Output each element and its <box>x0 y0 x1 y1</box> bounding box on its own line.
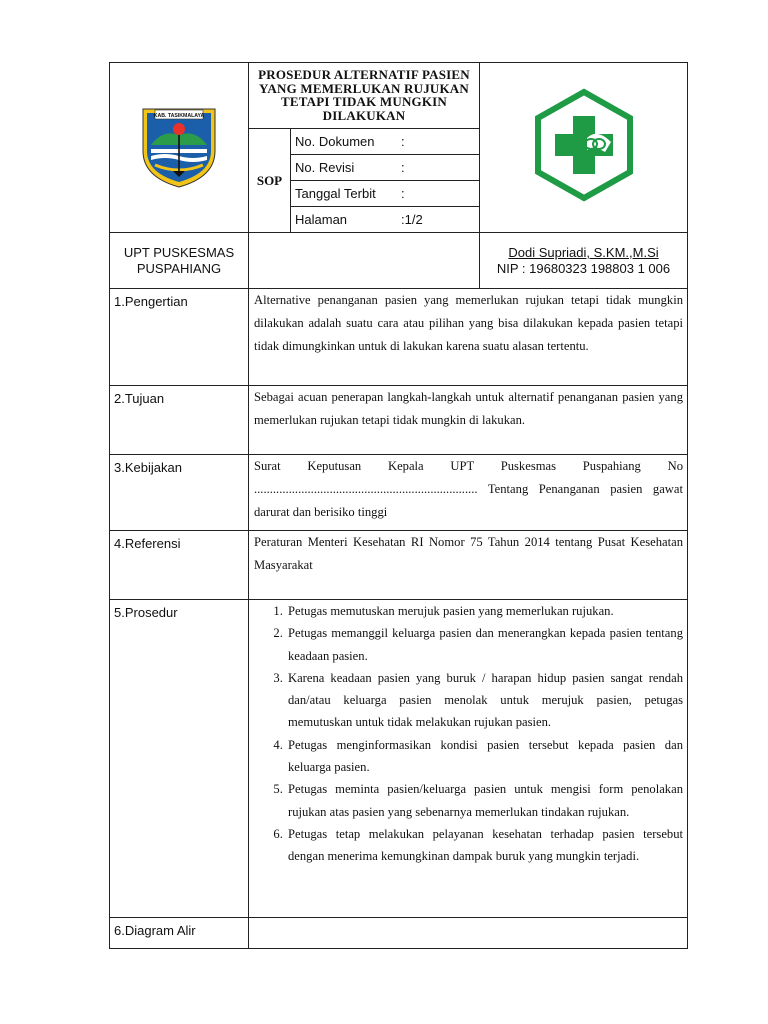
sop-label: SOP <box>249 129 291 233</box>
kab-tasikmalaya-crest-logo <box>133 99 225 191</box>
meta-sep: : <box>401 186 405 201</box>
sop-document <box>109 62 687 946</box>
procedure-step: 2. Petugas memanggil keluarga pasien dan menerangkan kepada pasien tentang keadaan pasien. <box>286 622 683 667</box>
section-text-diagram-alir <box>249 918 688 949</box>
section-label-kebijakan: 3.Kebijakan <box>110 455 249 531</box>
section-label-prosedur: 5.Prosedur <box>110 600 249 918</box>
meta-no-revisi <box>291 155 480 181</box>
sop-table <box>109 62 688 949</box>
section-label-tujuan: 2.Tujuan <box>110 386 249 455</box>
meta-tanggal-terbit <box>291 181 480 207</box>
meta-sep: : <box>401 134 405 149</box>
section-text-referensi <box>249 531 688 600</box>
section-text-tujuan <box>249 386 688 455</box>
section-steps-prosedur <box>249 600 688 918</box>
section-text-pengertian <box>249 289 688 386</box>
section-text-kebijakan <box>249 455 688 531</box>
organization-name <box>110 233 249 289</box>
right-logo-cell <box>480 63 688 233</box>
meta-label: Halaman <box>295 212 348 227</box>
procedure-step: 4. Petugas menginformasikan kondisi pasien tersebut kepada pasien dan keluarga pasien. <box>286 734 683 779</box>
meta-label: Tanggal Terbit <box>295 186 376 201</box>
crest-label: KAB. TASIKMALAYA <box>153 113 205 119</box>
meta-label: No. Dokumen <box>295 134 375 149</box>
document-title: PROSEDUR ALTERNATIF PASIEN YANG MEMERLUKAN RUJUKAN TETAPI TIDAK MUNGKIN DILAKUKAN <box>249 63 480 129</box>
section-paragraph: Alternative penanganan pasien yang memerlukan rujukan tetapi tidak mungkin dilakukan adalah suatu cara atau pilihan yang bisa dilakukan kepada pasien tetapi tidak dimungkinkan untuk di lakukan karena suatu alasan tertentu. <box>254 293 683 353</box>
meta-sep: : <box>401 160 405 175</box>
procedure-step: 5. Petugas meminta pasien/keluarga pasien untuk mengisi form penolakan rujukan atas pasien yang sebenarnya memerlukan tindakan rujukan. <box>286 778 683 823</box>
puskesmas-logo <box>525 86 643 204</box>
org-line-1: UPT PUSKESMAS <box>123 245 235 260</box>
signer-block <box>480 233 688 289</box>
meta-sep: : <box>401 212 405 227</box>
left-logo-cell <box>110 63 249 233</box>
section-paragraph: Peraturan Menteri Kesehatan RI Nomor 75 Tahun 2014 tentang Pusat Kesehatan Masyarakat <box>254 535 683 572</box>
procedure-step: 3. Karena keadaan pasien yang buruk / harapan hidup pasien sangat rendah dan/atau keluarga pasien menolak untuk merujuk pasien, petugas memutuskan untuk tidak melakukan rujukan pasien. <box>286 667 683 734</box>
section-paragraph: Sebagai acuan penerapan langkah-langkah untuk alternatif penanganan pasien yang memerlukan rujukan tetapi tidak mungkin di lakukan. <box>254 390 683 427</box>
section-label-diagram-alir: 6.Diagram Alir <box>110 918 249 949</box>
signer-name: Dodi Supriadi, S.KM.,M.Si <box>508 245 659 260</box>
org-line-2: PUSPAHIANG <box>136 260 222 276</box>
procedure-step: 1. Petugas memutuskan merujuk pasien yang memerlukan rujukan. <box>286 600 683 622</box>
meta-halaman <box>291 207 480 233</box>
section-paragraph: Surat Keputusan Kepala UPT Puskesmas Puspahiang No ....................................................................... Tentang Penanganan pasien gawat darurat dan berisiko tinggi <box>254 459 683 519</box>
blank-cell <box>249 233 480 289</box>
meta-label: No. Revisi <box>295 160 355 175</box>
signer-nip: NIP : 19680323 198803 1 006 <box>496 260 671 276</box>
procedure-list <box>254 600 683 868</box>
procedure-step: 6. Petugas tetap melakukan pelayanan kesehatan terhadap pasien tersebut dengan menerima kemungkinan dampak buruk yang mungkin terjadi. <box>286 823 683 868</box>
meta-no-dokumen <box>291 129 480 155</box>
meta-value: 1/2 <box>404 212 423 227</box>
section-label-pengertian: 1.Pengertian <box>110 289 249 386</box>
section-label-referensi: 4.Referensi <box>110 531 249 600</box>
